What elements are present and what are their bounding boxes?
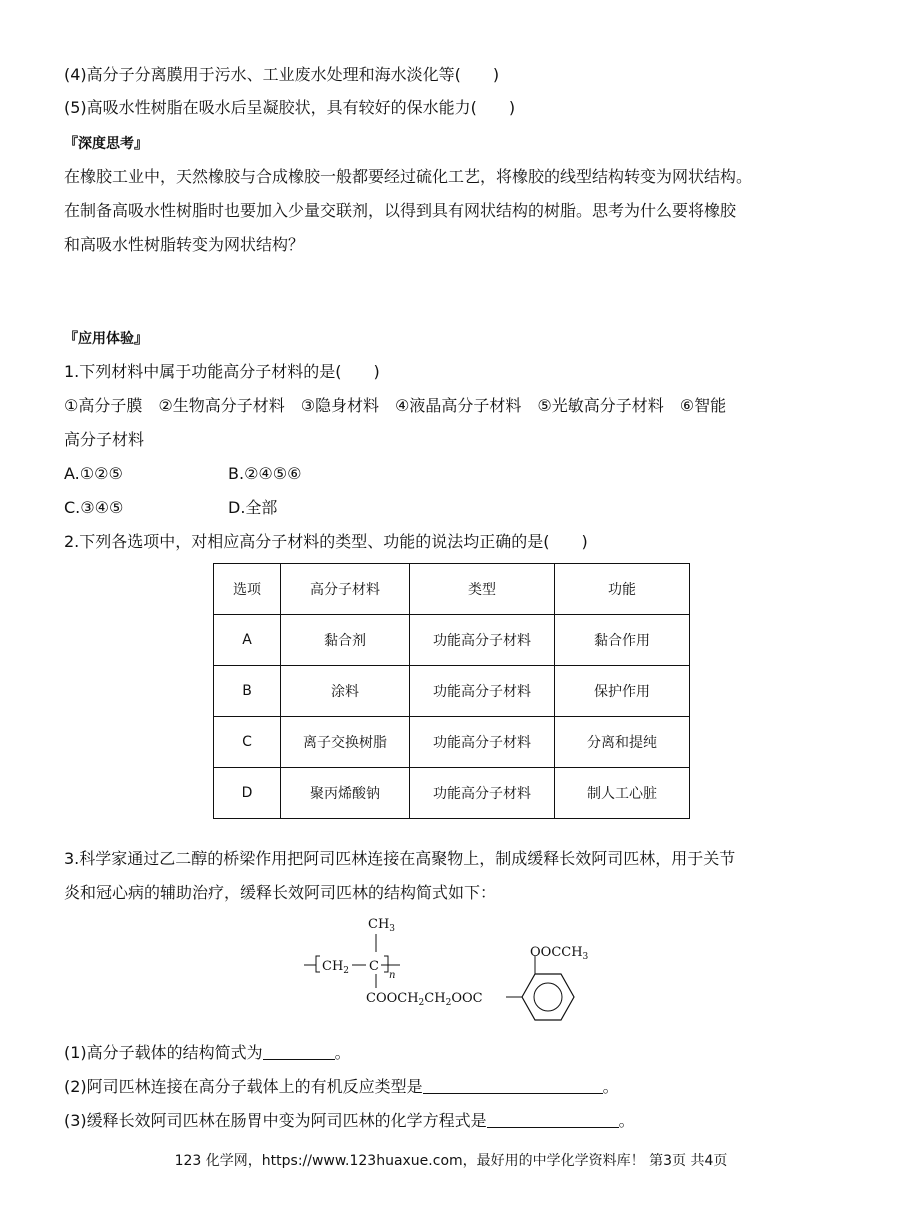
answer-blank-2[interactable] [423, 1077, 603, 1094]
question-3-sub-1 [64, 1042, 351, 1064]
formula-ch3-top: $CH_3$ [368, 917, 396, 934]
table-cell: 功能高分子材料 [410, 615, 555, 666]
section-title-application: 『应用体验』 [64, 331, 148, 347]
table-row [214, 717, 690, 768]
table-cell: 离子交换树脂 [281, 717, 410, 768]
question-3-sub-3 [64, 1110, 635, 1132]
section-title-deep-thinking: 『深度思考』 [64, 136, 148, 152]
answer-blank-3[interactable] [487, 1111, 619, 1128]
table-cell: 保护作用 [555, 666, 690, 717]
table-cell: A [214, 615, 281, 666]
question-3-stem-line-2: 炎和冠心病的辅助治疗，缓释长效阿司匹林的结构简式如下： [64, 883, 497, 902]
table-cell: 功能高分子材料 [410, 666, 555, 717]
table-cell: 制人工心脏 [555, 768, 690, 819]
question-1-option-a: A.①②⑤ [64, 464, 123, 483]
question-3-sub-1-end: 。 [334, 1043, 351, 1062]
structural-formula [296, 910, 616, 1030]
formula-ester-chain: $COOCH_2CH_2OOC$ [366, 991, 483, 1008]
table-cell: 功能高分子材料 [410, 717, 555, 768]
question-2-stem: 2.下列各选项中，对相应高分子材料的类型、功能的说法均正确的是( ) [64, 532, 588, 551]
table-row [214, 768, 690, 819]
formula-bracket-right [384, 956, 388, 972]
question-3-sub-1-text: (1)高分子载体的结构简式为 [64, 1043, 263, 1062]
formula-subscript-n: n [389, 970, 396, 981]
question-1-stem: 1.下列材料中属于功能高分子材料的是( ) [64, 362, 380, 381]
formula-acetoxy: $OOCCH_3$ [530, 945, 589, 962]
table-cell: 黏合剂 [281, 615, 410, 666]
table-cell: B [214, 666, 281, 717]
deep-thinking-line-3: 和高吸水性树脂转变为网状结构？ [64, 235, 305, 254]
table-cell: 聚丙烯酸钠 [281, 768, 410, 819]
question-1-option-b: B.②④⑤⑥ [228, 464, 302, 483]
options-table [213, 563, 690, 819]
table-header-cell: 类型 [410, 564, 555, 615]
benzene-ring [522, 974, 574, 1020]
deep-thinking-line-1: 在橡胶工业中，天然橡胶与合成橡胶一般都要经过硫化工艺，将橡胶的线型结构转变为网状结构。 [64, 167, 753, 186]
table-header-cell: 高分子材料 [281, 564, 410, 615]
question-3-sub-2-end: 。 [602, 1077, 619, 1096]
statement-4: (4)高分子分离膜用于污水、工业废水处理和海水淡化等( ) [64, 65, 500, 84]
question-3-sub-2-text: (2)阿司匹林连接在高分子载体上的有机反应类型是 [64, 1077, 423, 1096]
statement-5: (5)高吸水性树脂在吸水后呈凝胶状，具有较好的保水能力( ) [64, 98, 516, 117]
table-cell: 分离和提纯 [555, 717, 690, 768]
deep-thinking-line-2: 在制备高吸水性树脂时也要加入少量交联剂，以得到具有网状结构的树脂。思考为什么要将橡胶 [64, 201, 737, 220]
answer-blank-1[interactable] [263, 1043, 335, 1060]
question-3-sub-3-end: 。 [618, 1111, 635, 1130]
table-cell: 涂料 [281, 666, 410, 717]
question-3-stem-line-1: 3.科学家通过乙二醇的桥梁作用把阿司匹林连接在高聚物上，制成缓释长效阿司匹林，用于关节 [64, 849, 736, 868]
question-3-sub-3-text: (3)缓释长效阿司匹林在肠胃中变为阿司匹林的化学方程式是 [64, 1111, 487, 1130]
table-cell: D [214, 768, 281, 819]
table-cell: 黏合作用 [555, 615, 690, 666]
question-3-sub-2 [64, 1076, 619, 1098]
table-header-cell: 功能 [555, 564, 690, 615]
formula-carbon: C [369, 959, 379, 974]
question-1-option-c: C.③④⑤ [64, 498, 124, 517]
benzene-ring-circle [534, 983, 562, 1011]
table-cell: 功能高分子材料 [410, 768, 555, 819]
page-footer: 123 化学网，https://www.123huaxue.com，最好用的中学化学资料库！ 第3页 共4页 [174, 1153, 728, 1169]
formula-ch2-chain: $CH_2$ [322, 959, 350, 976]
table-cell: C [214, 717, 281, 768]
formula-bracket-left [316, 956, 320, 972]
question-1-items-line-2: 高分子材料 [64, 430, 145, 449]
table-header-row [214, 564, 690, 615]
table-row [214, 615, 690, 666]
table-row [214, 666, 690, 717]
table-header-cell: 选项 [214, 564, 281, 615]
question-1-option-d: D.全部 [228, 498, 278, 517]
question-1-items-line-1: ①高分子膜 ②生物高分子材料 ③隐身材料 ④液晶高分子材料 ⑤光敏高分子材料 ⑥智能 [64, 396, 727, 415]
